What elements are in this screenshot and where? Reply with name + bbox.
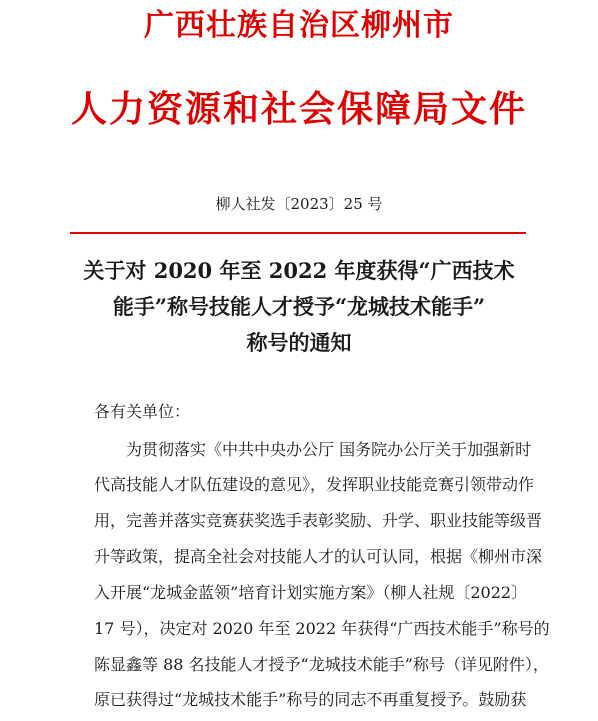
body-paragraph-line: 为贯彻落实《中共中央办公厅 国务院办公厅关于加强新时 — [126, 440, 532, 459]
issuer-header-line-2: 人力资源和社会保障局文件 — [70, 88, 527, 130]
body-paragraph-line: 入开展“龙城金蓝领”培育计划实施方案》（柳人社规〔2022〕 — [94, 583, 528, 602]
body-paragraph-line: 用，完善并落实竞赛获奖选手表彰奖励、升学、职业技能等级晋 — [94, 511, 543, 530]
body-paragraph-line: 代高技能人才队伍建设的意见》，发挥职业技能竞赛引领带动作 — [94, 475, 535, 494]
document-title-line-1: 关于对 2020 年至 2022 年度获得“广西技术 — [83, 258, 515, 283]
salutation: 各有关单位： — [94, 402, 191, 421]
body-paragraph-line: 升等政策，提高全社会对技能人才的认可认同，根据《柳州市深 — [94, 547, 543, 566]
issuer-header-line-1: 广西壮族自治区柳州市 — [144, 8, 454, 43]
body-paragraph-line: 陈显鑫等 88 名技能人才授予“龙城技术能手”称号（详见附件）， — [94, 655, 549, 674]
body-paragraph-line: 17 号），决定对 2020 年至 2022 年获得“广西技术能手”称号的 — [94, 619, 550, 638]
red-divider-line — [70, 232, 526, 234]
document-title-line-3: 称号的通知 — [246, 330, 352, 355]
document-number: 柳人社发〔2023〕25 号 — [215, 195, 383, 213]
body-paragraph-line: 原已获得过“龙城技术能手”称号的同志不再重复授予。鼓励获 — [94, 690, 527, 709]
document-title-line-2: 能手”称号技能人才授予“龙城技术能手” — [112, 294, 486, 319]
